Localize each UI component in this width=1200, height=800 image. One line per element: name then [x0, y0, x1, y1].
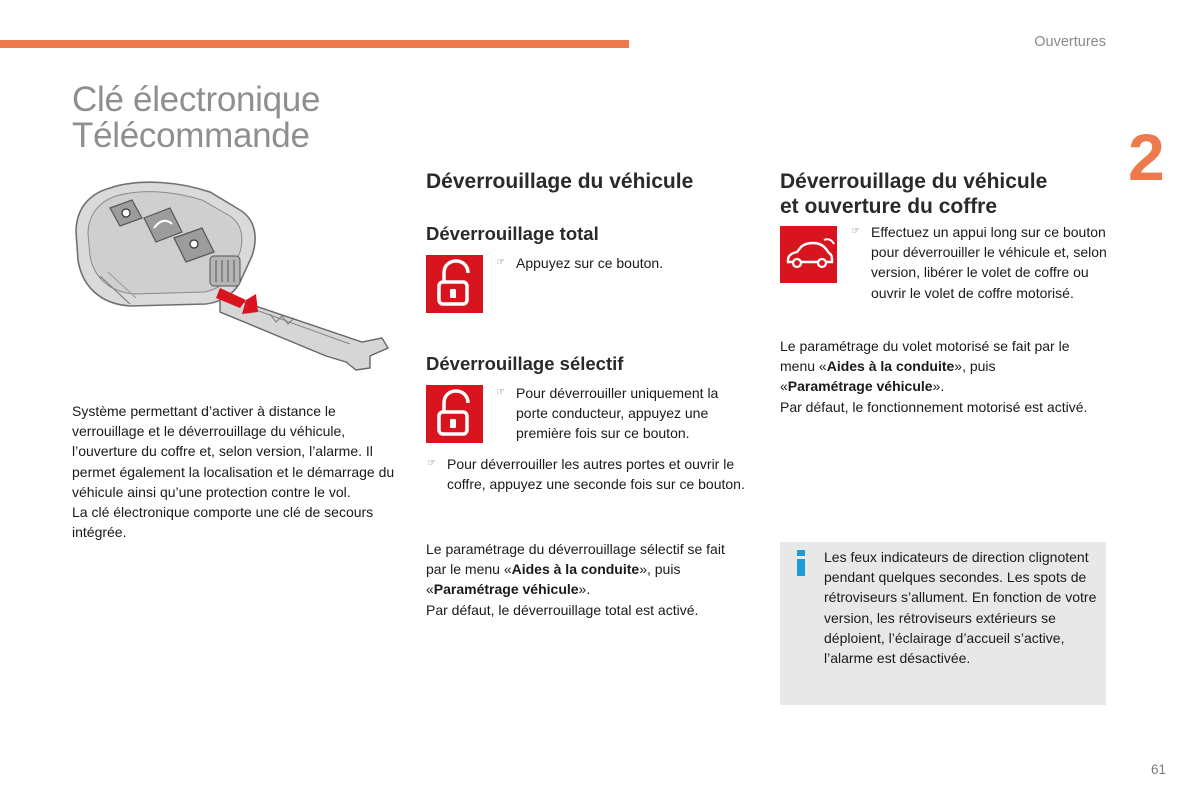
intro-text [72, 401, 402, 542]
boot-default-text: Par défaut, le fonctionnement motorisé est activé. [780, 398, 1088, 415]
page-number: 61 [1150, 762, 1166, 777]
page-title [72, 82, 320, 154]
bullet-text: Pour déverrouiller les autres portes et ouvrir le coffre, appuyez une seconde fois sur ce bouton. [447, 456, 745, 493]
pointing-hand-icon: ☞ [427, 458, 436, 469]
total-unlock-tile [426, 255, 483, 313]
selective-settings-text [426, 539, 744, 620]
intro-paragraph-1: Système permettant d’activer à distance le verrouillage et le déverrouillage du véhicule, l’ouverture du coffre et, selon version, l’alarme. Il permet également la localisation et le démarrage du véhicule ainsi qu’une protection contre le vol. [72, 403, 395, 500]
selective-unlock-tile [426, 385, 483, 443]
car-boot-icon [780, 226, 837, 283]
pointing-hand-icon: ☞ [851, 226, 860, 237]
boot-settings-paragraph: Le paramétrage du volet motorisé se fait par le menu «Aides à la conduite», puis «Paramétrage véhicule». [780, 338, 1070, 395]
bullet-text: Appuyez sur ce bouton. [516, 255, 664, 271]
header-accent-bar [0, 40, 629, 48]
page-title-line2: Télécommande [72, 116, 310, 155]
info-note-text: Les feux indicateurs de direction clignotent pendant quelques secondes. Les spots de rétroviseurs s’allument. En fonction de votre version, les rétroviseurs extérieurs se déploient, l’éclairage d’accueil s’active, l’alarme est désactivée. [824, 549, 1097, 667]
pointing-hand-icon: ☞ [496, 387, 505, 398]
submenu-name: Paramétrage véhicule [433, 581, 579, 598]
heading-unlock-vehicle: Déverrouillage du véhicule [426, 170, 694, 193]
menu-name: Aides à la conduite [826, 358, 955, 375]
bullet-boot-unlock [845, 222, 1107, 303]
boot-unlock-tile [780, 226, 837, 283]
info-icon [792, 548, 810, 578]
menu-name: Aides à la conduite [511, 561, 640, 578]
intro-paragraph-2: La clé électronique comporte une clé de secours intégrée. [72, 504, 374, 541]
subheading-total-unlock: Déverrouillage total [426, 223, 599, 244]
unlocked-padlock-icon [426, 385, 483, 443]
submenu-name: Paramétrage véhicule [787, 378, 933, 395]
heading-unlock-and-boot [780, 169, 1047, 219]
section-label: Ouvertures [1034, 34, 1106, 50]
pointing-hand-icon: ☞ [496, 257, 505, 268]
bullet-selective-2 [421, 454, 751, 494]
lock-button-icon [122, 209, 130, 217]
boot-settings-text [780, 336, 1090, 417]
electronic-key-illustration [70, 176, 400, 386]
bullet-text: Pour déverrouiller uniquement la porte conducteur, appuyez une première fois sur ce bouton. [516, 385, 719, 442]
heading-line2: et ouverture du coffre [780, 195, 998, 218]
selective-settings-paragraph: Le paramétrage du déverrouillage sélectif se fait par le menu «Aides à la conduite», puis «Paramétrage véhicule». [426, 541, 725, 598]
bullet-total-unlock [490, 253, 720, 273]
chapter-number: 2 [1128, 120, 1165, 194]
page-title-line1: Clé électronique [72, 80, 321, 119]
heading-line1: Déverrouillage du véhicule [780, 170, 1048, 193]
subheading-selective-unlock: Déverrouillage sélectif [426, 353, 624, 374]
unlocked-padlock-icon [426, 255, 483, 313]
bullet-selective-1 [490, 383, 752, 444]
bullet-text: Effectuez un appui long sur ce bouton pour déverrouiller le véhicule et, selon version, libérer le volet de coffre ou ouvrir le volet de coffre motorisé. [871, 224, 1107, 301]
selective-default-text: Par défaut, le déverrouillage total est activé. [426, 601, 699, 618]
